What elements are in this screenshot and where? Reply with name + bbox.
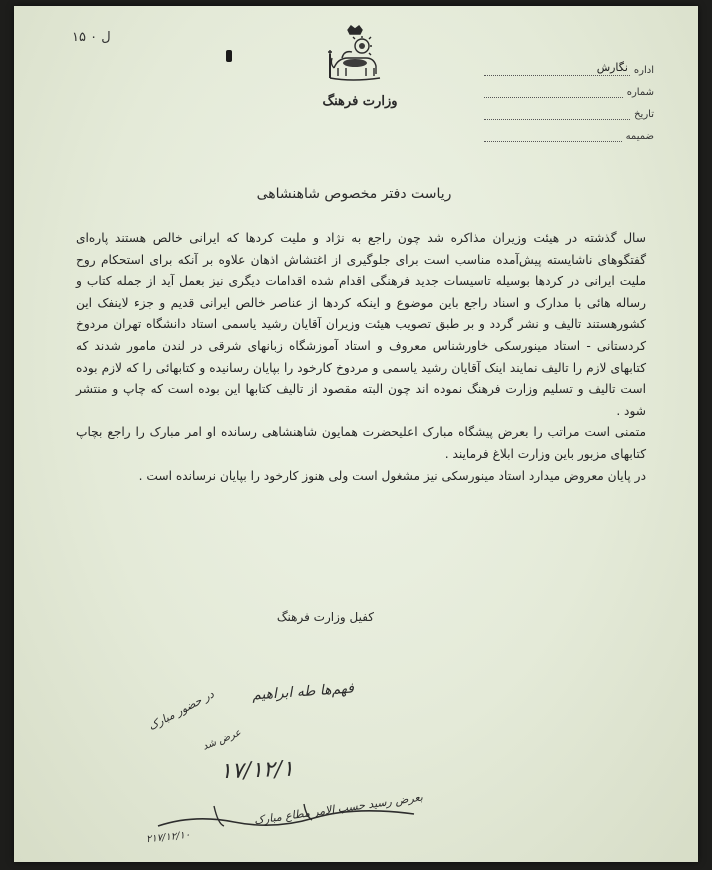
letter-signoff: کفیل وزارت فرهنگ [276, 610, 374, 624]
field-attachment [484, 120, 654, 142]
lion-and-sun-emblem-icon [322, 24, 388, 84]
field-number [484, 76, 654, 98]
body-paragraph: سال گذشته در هیئت وزیران مذاکره شد چون راجع به نژاد و ملیت کردها که ایرانی خالص هستند پاره‌ای گفتگوهای ناشایسته پیش‌آمده مناسب است برای جلوگیری از اغتشاش اذهان علاوه بر آنکه برای استحکام روح ملیت ایرانی در کردها بوسیله تاسیسات جدید فرهنگی اقدام شده اقدامات دیگری نیز بعمل آید از جمله کتاب و رساله هائی با مدارک و اسناد راجع باین موضوع و اینکه کردها از عناصر خالص ایرانی قدیم و جزء لاینفک این کشورهستند تالیف و نشر گردد و بر طبق تصویب هیئت وزیران آقایان رشید یاسمی استاد دانشگاه تهران مردوخ کردستانی - استاد مینورسکی خاورشناس معروف و استاد آموزشگاه زبانهای شرقی در لندن مامور شدند که کتابهای لازم را تالیف نمایند اینک آقایان رشید یاسمی و مردوخ کارخود را بپایان رسانیده و کتابهائی را که لازم بوده است تالیف و تسلیم وزارت فرهنگ نموده اند چون البته مقصود از تالیف کتابها این بوده است که چاپ و منتشر شود . [76, 231, 646, 418]
handwritten-bottom-note: بعرض رسید حسب الامر مطاع مبارک [253, 790, 424, 828]
handwritten-note: فهم‌ها طه ابراهیم [251, 680, 355, 704]
field-date [484, 98, 654, 120]
letter-body [76, 228, 646, 487]
punch-hole-mark [226, 50, 232, 62]
field-label: اداره [633, 65, 654, 76]
body-paragraph: در پایان معروض میدارد استاد مینورسکی نیز مشغول است ولی هنوز کارخود را بپایان نرسانده است . [138, 468, 646, 483]
letterhead-fields [484, 54, 654, 142]
handwritten-bottom-date: ۲۱۷/۱۲/۱۰ [145, 829, 191, 846]
document-serial-number: ل ۰ ۱۵ [72, 30, 111, 45]
field-department [484, 54, 654, 76]
handwritten-margin-note: در حضور مبارک [146, 687, 217, 734]
handwritten-margin-note: عرض شد [201, 727, 243, 753]
letter-addressee: ریاست دفتر مخصوص شاهنشاهی [256, 186, 452, 202]
body-paragraph: متمنی است مراتب را بعرض پیشگاه مبارک اعلیحضرت همایون شاهنشاهی رسانده او امر مبارک را راجع بچاپ کتابهای مزبور باین وزارت ابلاغ فرمایند . [76, 425, 646, 461]
field-label: شماره [626, 87, 654, 98]
ministry-title: وزارت فرهنگ [322, 94, 398, 109]
field-label: تاریخ [634, 109, 654, 120]
field-label: ضمیمه [625, 131, 654, 142]
handwritten-date: ۱۷/۱۲/۱ [219, 756, 295, 785]
handwritten-signature-mark [154, 796, 424, 836]
field-value: نگارش [596, 61, 628, 74]
document-page [14, 6, 698, 862]
